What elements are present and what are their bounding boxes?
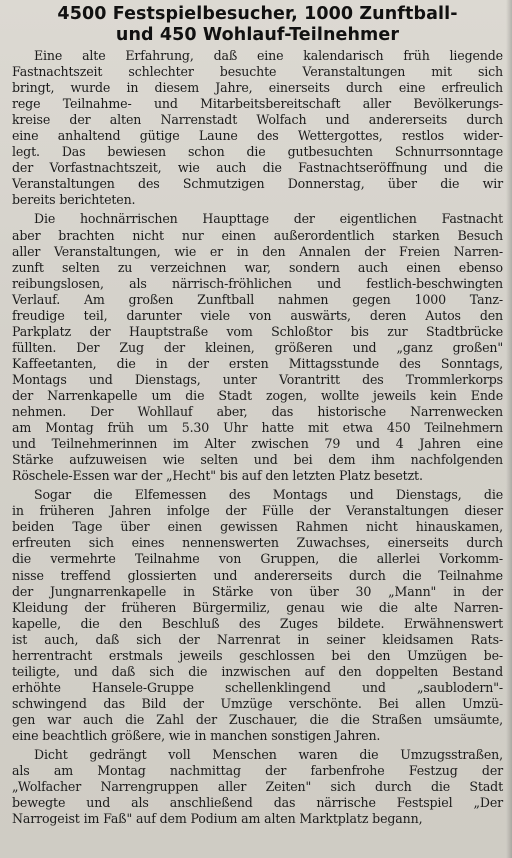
text-line: Sogar die Elfemessen des Montags und Dienstags, die	[34, 487, 503, 503]
text-line: der Jungnarrenkapelle in Stärke von über 30 „Mann" in der	[12, 583, 503, 599]
text-line: beiden Tage über einen gewissen Rahmen nicht hinauskamen,	[12, 519, 503, 535]
paragraph	[12, 747, 503, 827]
text-line: als am Montag nachmittag der farbenfrohe Festzug der	[12, 763, 503, 779]
text-line: Kleidung der früheren Bürgermiliz, genau wie die alte Narren-	[12, 599, 503, 615]
page-fold-shadow	[506, 0, 512, 858]
text-line: Fastnachtszeit schlechter besuchte Veranstaltungen mit sich	[12, 64, 503, 80]
text-line: eine anhaltend gütige Laune des Wettergottes, restlos wider-	[12, 128, 503, 144]
paragraph	[12, 211, 503, 484]
text-line: der Vorfastnachtszeit, wie auch die Fastnachtseröffnung und die	[12, 160, 503, 176]
text-line: Stärke aufzuweisen wie selten und bei dem ihm nachfolgenden	[12, 452, 503, 468]
text-line: zunft selten zu verzeichnen war, sondern auch einen ebenso	[12, 259, 503, 275]
headline-line: 4500 Festspielbesucher, 1000 Zunftball-	[57, 4, 458, 24]
text-line: Die hochnärrischen Haupttage der eigentlichen Fastnacht	[34, 211, 503, 227]
text-line: teiligte, und daß sich die inzwischen auf den doppelten Bestand	[12, 663, 503, 679]
text-line: erfreuten sich eines nennenswerten Zuwachses, einerseits durch	[12, 535, 503, 551]
article-body	[12, 48, 503, 827]
text-line: Montags und Dienstags, unter Vorantritt des Trommlerkorps	[12, 371, 503, 387]
text-line: Parkplatz der Hauptstraße vom Schloßtor bis zur Stadtbrücke	[12, 323, 503, 339]
text-line: Eine alte Erfahrung, daß eine kalendarisch früh liegende	[34, 48, 503, 63]
text-line: Veranstaltungen des Schmutzigen Donnerstag, über die wir	[12, 176, 503, 192]
text-line: und Teilnehmerinnen im Alter zwischen 79 und 4 Jahren eine	[12, 436, 503, 452]
text-line: in früheren Jahren infolge der Fülle der Veranstaltungen dieser	[12, 503, 503, 519]
paragraph	[12, 487, 503, 744]
text-line: herrentracht erstmals jeweils geschlossen bei den Umzügen be-	[12, 647, 503, 663]
text-line: legt. Das bewiesen schon die gutbesuchten Schnurrsonntage	[12, 144, 503, 160]
text-line: ist auch, daß sich der Narrenrat in seiner kleidsamen Rats-	[12, 631, 503, 647]
text-line: am Montag früh um 5.30 Uhr hatte mit etwa 450 Teilnehmern	[12, 420, 503, 436]
text-line: Dicht gedrängt voll Menschen waren die Umzugsstraßen,	[34, 747, 503, 763]
text-line: bringt, wurde in diesem Jahre, einerseits durch eine erfreulich	[12, 80, 503, 96]
text-line: gen war auch die Zahl der Zuschauer, die die Straßen umsäumte,	[12, 711, 503, 727]
text-line: nehmen. Der Wohllauf aber, das historische Narrenwecken	[12, 404, 503, 420]
text-line: Kaffeetanten, die in der ersten Mittagsstunde des Sonntags,	[12, 355, 503, 371]
text-line: der Narrenkapelle um die Stadt zogen, wollte jeweils kein Ende	[12, 387, 503, 403]
text-line: schwingend das Bild der Umzüge verschönte. Bei allen Umzü-	[12, 695, 503, 711]
text-line: füllten. Der Zug der kleinen, größeren und „ganz großen"	[12, 339, 503, 355]
text-line: Verlauf. Am großen Zunftball nahmen gegen 1000 Tanz-	[12, 291, 503, 307]
text-line: bewegte und als anschließend das närrische Festspiel „Der	[12, 795, 503, 811]
headline-line: und 450 Wohlauf-Teilnehmer	[115, 25, 400, 45]
text-line: die vermehrte Teilnahme von Gruppen, die allerlei Vorkomm-	[12, 551, 503, 567]
text-line: rege Teilnahme- und Mitarbeitsbereitschaft aller Bevölkerungs-	[12, 96, 503, 112]
text-line: aller Veranstaltungen, wie er in den Annalen der Freien Narren-	[12, 243, 503, 259]
text-line: freudige teil, darunter viele von auswärts, deren Autos den	[12, 307, 503, 323]
text-line: aber brachten nicht nur einen außerordentlich starken Besuch	[12, 227, 503, 243]
text-line: erhöhte Hansele-Gruppe schellenklingend und „saublodern"-	[12, 679, 503, 695]
text-line: reibungslosen, als närrisch-fröhlichen und festlich-beschwingten	[12, 275, 503, 291]
text-line: kapelle, die den Beschluß des Zuges bildete. Erwähnenswert	[12, 615, 503, 631]
text-line: „Wolfacher Narrengruppen aller Zeiten" sich durch die Stadt	[12, 779, 503, 795]
paragraph	[12, 48, 503, 208]
text-line: Röschele-Essen war der „Hecht" bis auf den letzten Platz besetzt.	[12, 468, 423, 484]
text-line: kreise der alten Narrenstadt Wolfach und andererseits durch	[12, 112, 503, 128]
text-line: nisse treffend glossierten und andererseits durch die Teilnahme	[12, 567, 503, 583]
text-line: Narrogeist im Faß" auf dem Podium am alten Marktplatz begann,	[12, 811, 423, 827]
headline	[12, 4, 503, 46]
text-line: eine beachtlich größere, wie in manchen sonstigen Jahren.	[12, 727, 381, 743]
text-line: bereits berichteten.	[12, 192, 136, 208]
